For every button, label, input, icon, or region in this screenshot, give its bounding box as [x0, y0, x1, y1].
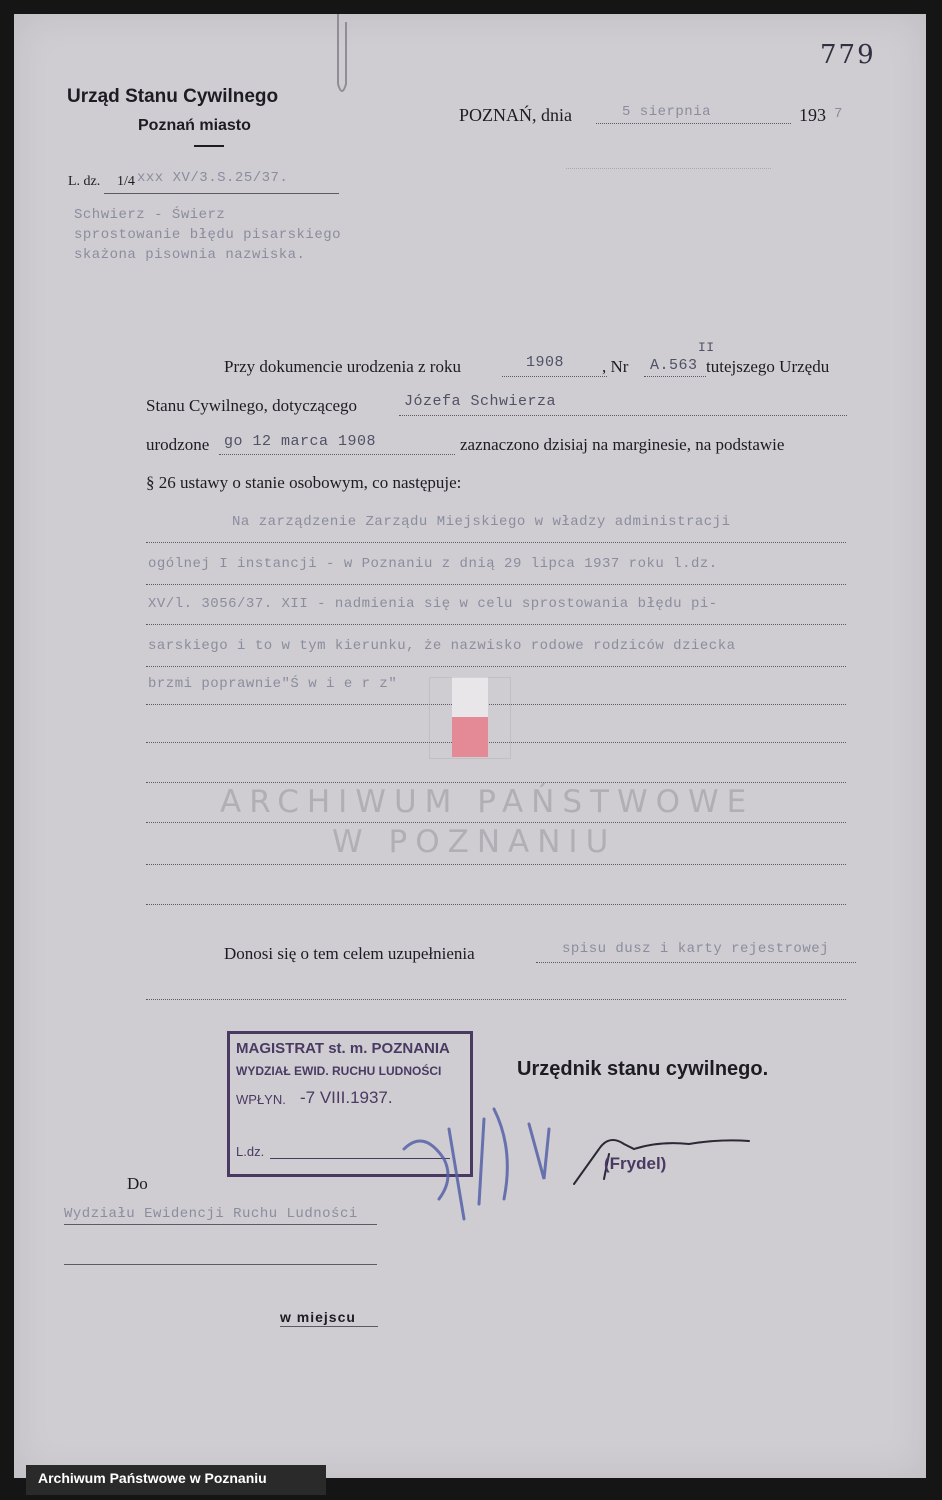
document-page [14, 14, 926, 1478]
note-line-rule-10 [146, 904, 846, 905]
born-date-line [219, 454, 455, 455]
note-line-rule-3 [146, 624, 846, 625]
note-line-rule-8 [146, 822, 846, 823]
faint-line [566, 168, 771, 169]
note-line-rule-1 [146, 542, 846, 543]
stamp-ref-label: L.dz. [236, 1144, 265, 1159]
paper-clip-icon [332, 14, 352, 104]
margin-note-label: zaznaczono dzisiaj na marginesie, na podstawie [460, 435, 785, 454]
note-text-2: ogólnej I instancji - w Poznaniu z dnią 29 lipca 1937 roku l.dz. [148, 556, 718, 572]
ref-label: L. dz. [68, 174, 101, 189]
birth-record-label: Przy dokumencie urodzenia z roku [224, 357, 461, 376]
notify-label: Donosi się o tem celem uzupełnienia [224, 944, 475, 963]
date-line [596, 123, 791, 124]
footer-archive-name: Archiwum Państwowe w Poznaniu [38, 1470, 267, 1486]
year-suffix: 7 [834, 106, 843, 122]
record-number: A.563 [650, 357, 698, 374]
born-date: go 12 marca 1908 [224, 433, 377, 450]
in-place-underline [280, 1326, 378, 1327]
to-line-2 [64, 1264, 377, 1265]
note-line-rule-4 [146, 666, 846, 667]
office-city: Poznań miasto [138, 117, 251, 134]
birth-year: 1908 [526, 354, 565, 371]
year-field-line [502, 376, 607, 377]
stamp-received-label: WPŁYN. [236, 1092, 286, 1107]
initials-scribble-icon [394, 1089, 564, 1229]
ref-prefix: 1/4 [117, 174, 135, 189]
date-typed: 5 sierpnia [622, 104, 712, 120]
stamp-line-2: WYDZIAŁ EWID. RUCHU LUDNOŚCI [236, 1064, 442, 1078]
notify-field-line-2 [146, 999, 846, 1000]
note-text-3: XV/l. 3056/37. XII - nadmienia się w celu sprostowania błędu pi- [148, 596, 718, 612]
record-number-sup: II [698, 340, 715, 355]
signature-name: (Frydel) [604, 1154, 667, 1173]
to-typed: Wydziału Ewidencji Ruchu Ludności [64, 1206, 358, 1222]
notify-typed: spisu dusz i karty rejestrowej [562, 941, 830, 957]
note-text-5: brzmi poprawnie"Ś w i e r z" [148, 676, 398, 692]
watermark-line-1: ARCHIWUM PAŃSTWOWE [220, 784, 755, 820]
to-label: Do [127, 1174, 148, 1193]
note-text-1: Na zarządzenie Zarządu Miejskiego w władzy administracji [232, 514, 731, 530]
subject-line-2: sprostowanie błędu pisarskiego [74, 227, 342, 243]
number-field-line [644, 376, 706, 377]
year-prefix: 193 [799, 105, 826, 125]
note-line-rule-2 [146, 584, 846, 585]
page-number: 779 [820, 40, 876, 70]
office-ref-label: tutejszego Urzędu [706, 357, 830, 376]
name-field-line [399, 415, 847, 416]
stamp-line-1: MAGISTRAT st. m. POZNANIA [236, 1040, 450, 1057]
note-line-rule-7 [146, 782, 846, 783]
place-date-label: POZNAŃ, dnia [459, 105, 572, 125]
watermark-line-2: W POZNANIU [332, 824, 617, 860]
born-label: urodzone [146, 435, 210, 454]
to-line-1 [64, 1224, 377, 1225]
number-label: , Nr [602, 357, 629, 376]
in-place-label: w miejscu [280, 1309, 356, 1325]
note-text-4: sarskiego i to w tym kierunku, że nazwisko rodowe rodziców dziecka [148, 638, 736, 654]
subject-line-1: Schwierz - Świerz [74, 207, 226, 223]
concerning-label: Stanu Cywilnego, dotyczącego [146, 396, 358, 415]
watermark-logo-frame [429, 677, 511, 759]
person-name: Józefa Schwierza [404, 393, 557, 410]
subject-line-3: skażona pisownia nazwiska. [74, 247, 306, 263]
ref-line [104, 193, 339, 194]
stamp-received-date: -7 VIII.1937. [300, 1088, 393, 1107]
notify-field-line [536, 962, 856, 963]
signature-title: Urzędnik stanu cywilnego. [517, 1058, 769, 1080]
ref-typed: xxx XV/3.S.25/37. [137, 170, 289, 186]
heading-divider [194, 145, 224, 147]
office-name: Urząd Stanu Cywilnego [67, 86, 279, 107]
statute-label: § 26 ustawy o stanie osobowym, co następuje: [146, 473, 462, 492]
note-line-rule-9 [146, 864, 846, 865]
